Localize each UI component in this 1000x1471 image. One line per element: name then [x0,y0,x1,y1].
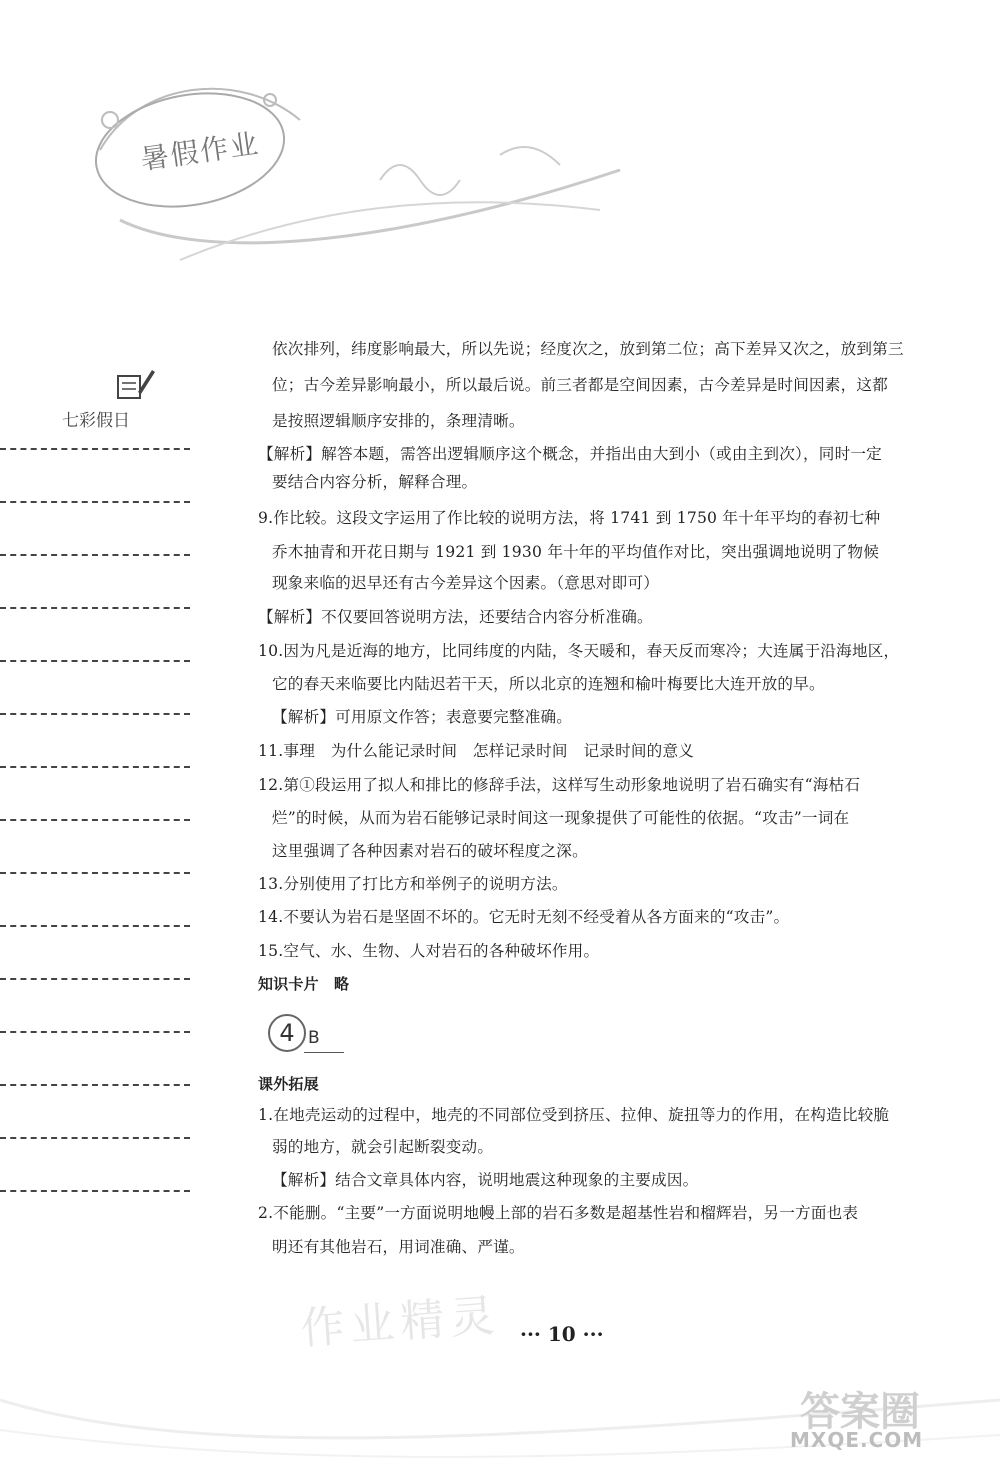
note-line [0,713,190,715]
note-lines [0,448,195,1243]
note-line [0,554,190,556]
answer-line: 15.空气、水、生物、人对岩石的各种破坏作用。 [258,942,600,960]
answer-line: 11.事理 为什么能记录时间 怎样记录时间 记录时间的意义 [258,742,695,760]
answer-line: 乔木抽青和开花日期与 1921 到 1930 年十年的平均值作对比，突出强调地说明了物候 [272,543,879,561]
note-line [0,1031,190,1033]
banner-title: 暑假作业 [138,126,262,177]
note-line [0,766,190,768]
analysis-line: 要结合内容分析，解释合理。 [272,473,478,491]
note-line [0,1084,190,1086]
answer-line: 12.第①段运用了拟人和排比的修辞手法，这样写生动形象地说明了岩石确实有“海枯石 [258,776,861,794]
extension-line: 2.不能删。“主要”一方面说明地幔上部的岩石多数是超基性岩和榴辉岩，另一方面也表 [258,1204,859,1222]
note-line [0,978,190,980]
watermark-bottom: 作业精灵 [298,1290,502,1355]
note-line [0,1137,190,1139]
answer-line: 依次排列，纬度影响最大，所以先说；经度次之，放到第二位；高下差异又次之，放到第三 [272,340,904,358]
answer-line: 10.因为凡是近海的地方，比同纬度的内陆，冬天暖和，春天反而寒冷；大连属于沿海地区， [258,642,900,660]
answer-line: 烂”的时候，从而为岩石能够记录时间这一现象提供了可能性的依据。“攻击”一词在 [272,809,850,827]
brand-label: 七彩假日 [62,411,130,431]
page-number: ··· 10 ··· [520,1322,604,1346]
extension-analysis-line: 【解析】结合文章具体内容，说明地震这种现象的主要成因。 [272,1171,699,1189]
note-line [0,1190,190,1192]
answer-line: 13.分别使用了打比方和举例子的说明方法。 [258,875,568,893]
note-line [0,448,190,450]
watermark-url: MXQE.COM [790,1428,924,1452]
unit-badge [258,1010,338,1060]
note-line [0,819,190,821]
extension-line: 弱的地方，就会引起断裂变动。 [272,1138,494,1156]
unit-underline [304,1052,344,1053]
answer-line: 14.不要认为岩石是坚固不坏的。它无时无刻不经受着从各方面来的“攻击”。 [258,908,790,926]
note-line [0,501,190,503]
extension-line: 1.在地壳运动的过程中，地壳的不同部位受到挤压、拉伸、旋扭等力的作用，在构造比较脆 [258,1106,890,1124]
analysis-line: 【解析】解答本题，需答出逻辑顺序这个概念，并指出由大到小（或由主到次），同时一定 [258,445,882,463]
pencil-notebook-icon [116,366,156,400]
answer-line: 是按照逻辑顺序安排的，条理清晰。 [272,412,525,430]
unit-letter: B [308,1028,320,1048]
analysis-line: 【解析】不仅要回答说明方法，还要结合内容分析准确。 [258,608,653,626]
extension-line: 明还有其他岩石，用词准确、严谨。 [272,1238,525,1256]
note-line [0,925,190,927]
extension-heading: 课外拓展 [258,1075,319,1093]
unit-number: 4 [268,1014,306,1052]
note-line [0,607,190,609]
answer-line: 它的春天来临要比内陆迟若干天，所以北京的连翘和榆叶梅要比大连开放的早。 [272,675,825,693]
note-line [0,660,190,662]
analysis-line: 【解析】可用原文作答；表意要完整准确。 [272,708,573,726]
answer-line: 这里强调了各种因素对岩石的破坏程度之深。 [272,842,588,860]
note-line [0,872,190,874]
answer-line: 9.作比较。这段文字运用了作比较的说明方法，将 1741 到 1750 年十年平均的春初七种 [258,509,881,527]
watermark-corner: 答案圈 [800,1389,920,1435]
answer-line: 现象来临的迟早还有古今差异这个因素。（意思对即可） [272,574,660,592]
answer-line: 位；古今差异影响最小，所以最后说。前三者都是空间因素，古今差异是时间因素，这都 [272,376,888,394]
knowledge-card-heading: 知识卡片 略 [258,975,350,993]
